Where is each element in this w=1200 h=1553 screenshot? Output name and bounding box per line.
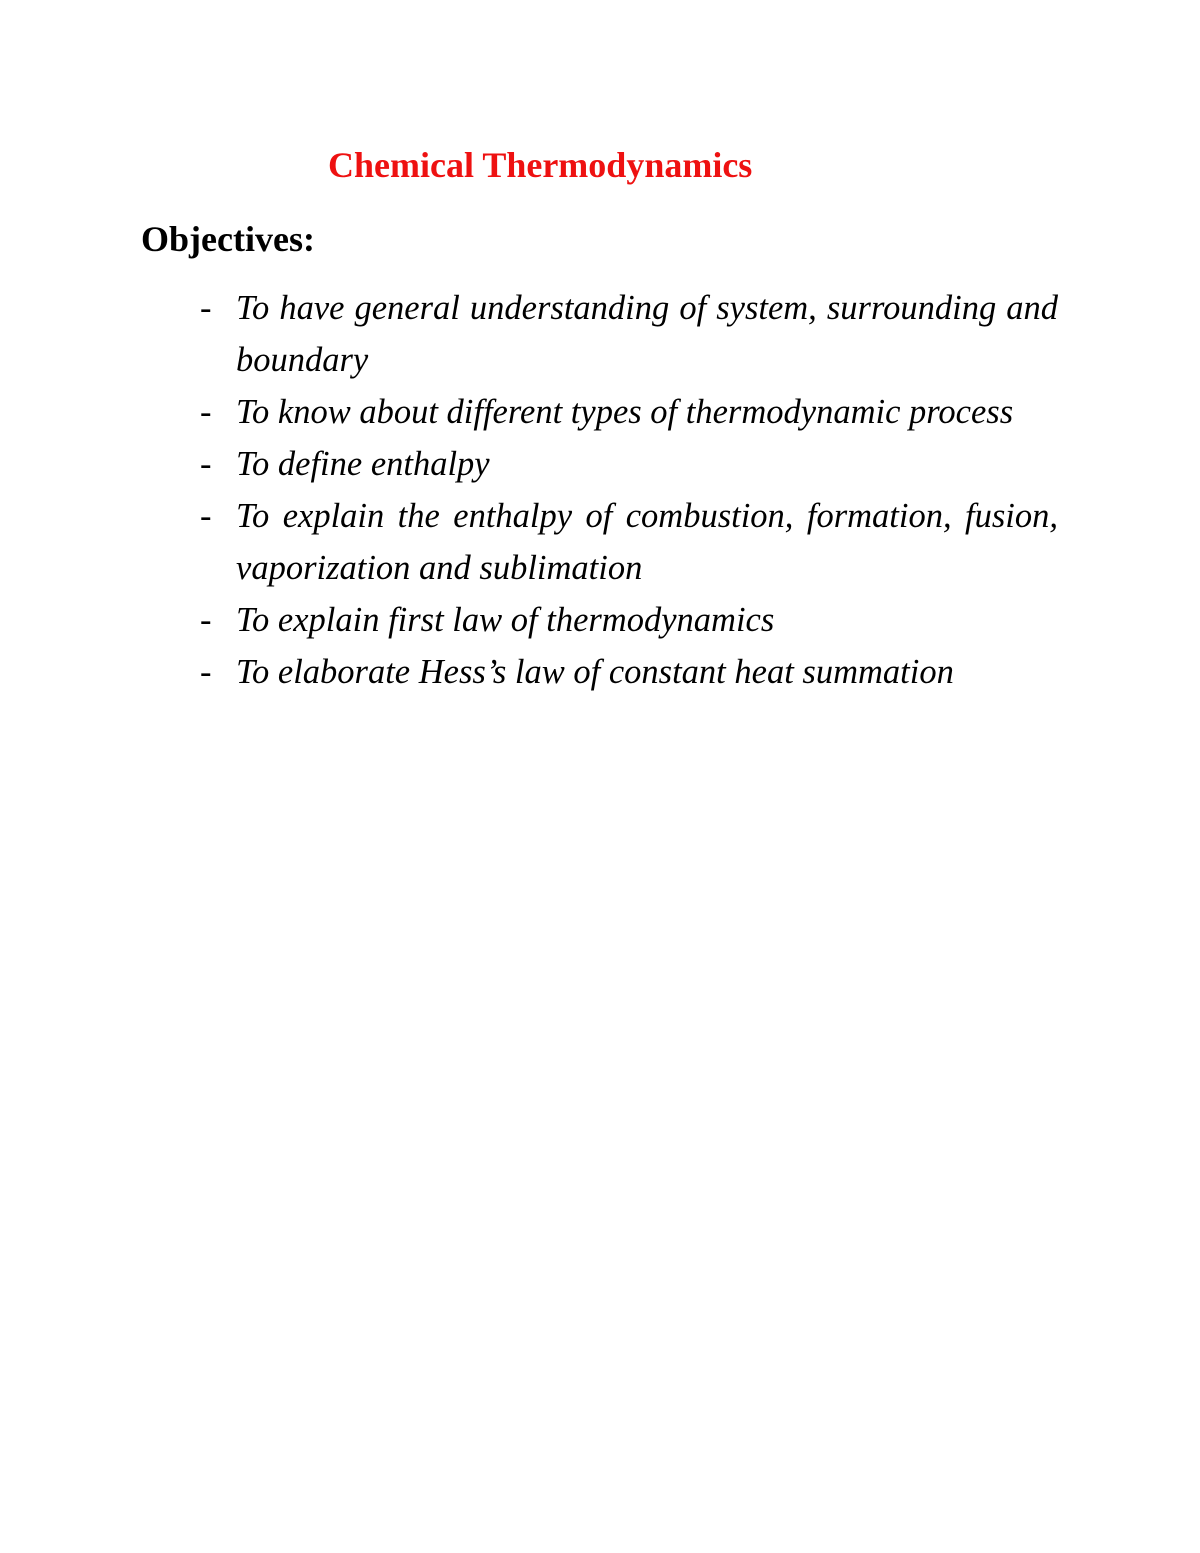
objective-text: To know about different types of thermodynamic process [236, 393, 1014, 431]
bullet-dash: - [200, 497, 212, 535]
objective-text: To explain first law of thermodynamics [236, 601, 775, 639]
objectives-list [141, 282, 1058, 698]
bullet-dash: - [200, 393, 212, 431]
bullet-dash: - [200, 601, 212, 639]
list-item [141, 438, 1058, 490]
list-item [141, 490, 1058, 594]
objective-text: To have general understanding of system, surrounding and boundary [236, 289, 1058, 379]
objective-text: To define enthalpy [236, 445, 490, 483]
list-item [141, 646, 1058, 698]
bullet-dash: - [200, 653, 212, 691]
list-item [141, 594, 1058, 646]
objective-text: To elaborate Hess’s law of constant heat summation [236, 653, 954, 691]
objectives-heading: Objectives: [141, 219, 315, 259]
bullet-dash: - [200, 445, 212, 483]
document-title: Chemical Thermodynamics [328, 145, 753, 185]
list-item [141, 386, 1058, 438]
bullet-dash: - [200, 289, 212, 327]
list-item [141, 282, 1058, 386]
objective-text: To explain the enthalpy of combustion, formation, fusion, vaporization and sublimation [236, 497, 1058, 587]
